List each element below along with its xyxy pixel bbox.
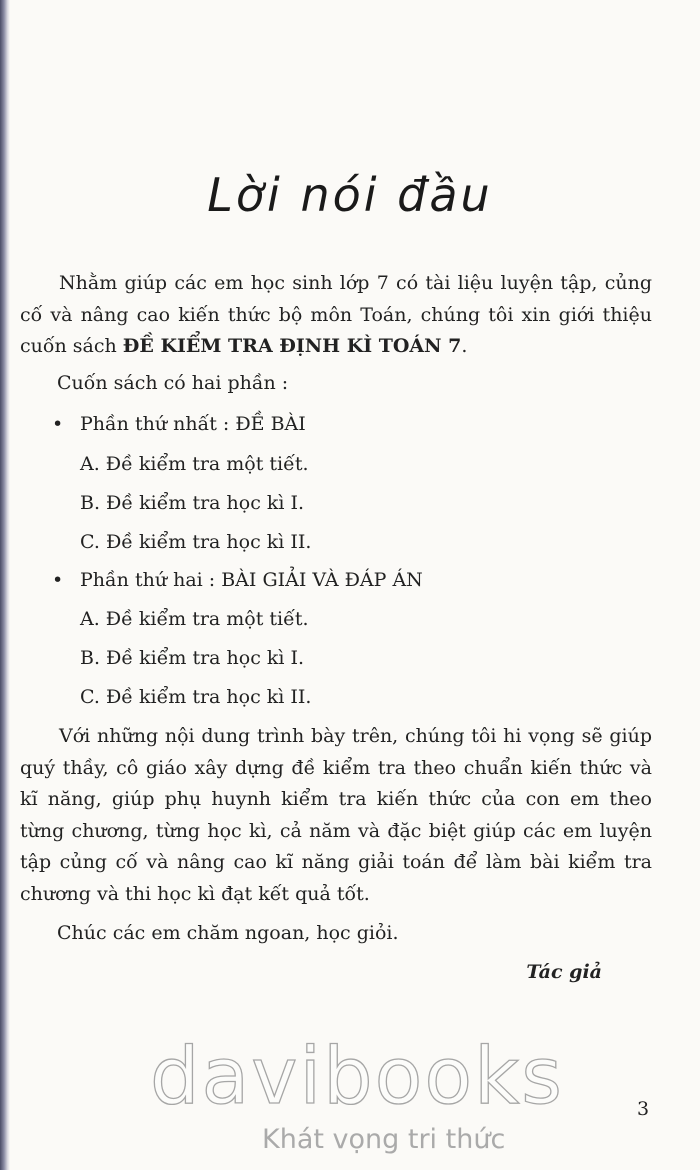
page-number: 3	[637, 1098, 650, 1120]
part-1-item-c: C. Đề kiểm tra học kì II.	[80, 531, 312, 553]
watermark-tagline: Khát vọng tri thức	[262, 1124, 506, 1155]
part-1-heading: Phần thứ nhất : ĐỀ BÀI	[80, 413, 306, 435]
part-1-item-b: B. Đề kiểm tra học kì I.	[80, 492, 305, 514]
part-2-heading: Phần thứ hai : BÀI GIẢI VÀ ĐÁP ÁN	[80, 569, 423, 591]
part-2-item-a: A. Đề kiểm tra một tiết.	[80, 608, 309, 630]
intro-paragraph	[20, 268, 652, 363]
bullet-part-1: •	[52, 413, 64, 435]
book-title: ĐỀ KIỂM TRA ĐỊNH KÌ TOÁN 7	[122, 335, 462, 357]
wish-line: Chúc các em chăm ngoan, học giỏi.	[57, 922, 399, 944]
page-title: Lời nói đầu	[207, 168, 493, 222]
intro-end: .	[461, 335, 468, 357]
part-1-item-a: A. Đề kiểm tra một tiết.	[80, 453, 309, 475]
bullet-part-2: •	[52, 569, 64, 591]
intro-text: Nhằm giúp các em học sinh lớp 7 có tài liệu luyện tập, củng cố và nâng cao kiến thức bộ môn Toán, chúng tôi xin giới thiệu cuốn sách	[20, 272, 652, 357]
author-signature: Tác giả	[526, 961, 602, 983]
closing-paragraph: Với những nội dung trình bày trên, chúng tôi hi vọng sẽ giúp quý thầy, cô giáo xây dựng đề kiểm tra theo chuẩn kiến thức và kĩ năng, giúp phụ huynh kiểm tra kiến thức của con em theo từng chương, từng học kì, cả năm và đặc biệt giúp các em luyện tập củng cố và nâng cao kĩ năng giải toán để làm bài kiểm tra chương và thi học kì đạt kết quả tốt.	[20, 725, 652, 905]
davibooks-watermark-logo: davibooks	[150, 1032, 564, 1122]
part-2-item-c: C. Đề kiểm tra học kì II.	[80, 686, 312, 708]
parts-intro: Cuốn sách có hai phần :	[57, 372, 289, 394]
part-2-item-b: B. Đề kiểm tra học kì I.	[80, 647, 305, 669]
